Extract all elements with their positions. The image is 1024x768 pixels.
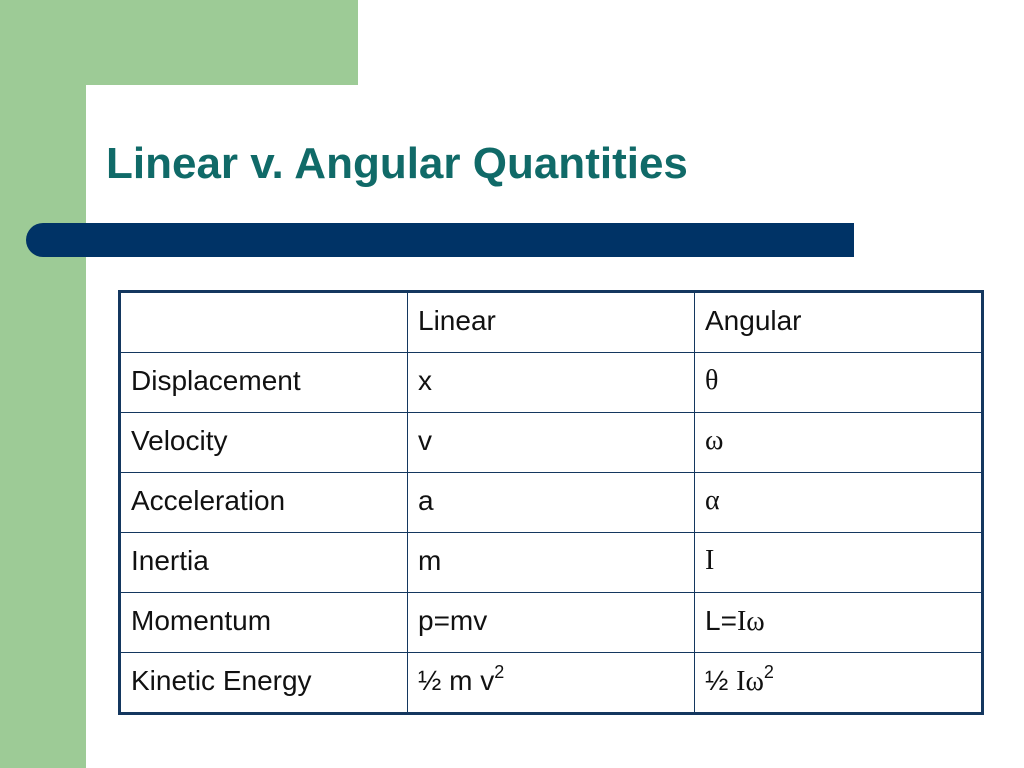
angular-value — [695, 653, 983, 714]
angular-prefix: ½ — [705, 665, 737, 696]
row-label: Kinetic Energy — [120, 653, 408, 714]
table-row — [120, 653, 983, 714]
linear-value — [408, 653, 695, 714]
table-row — [120, 413, 983, 473]
slide-title: Linear v. Angular Quantities — [106, 139, 688, 188]
angular-formula: Iω — [736, 606, 765, 637]
title-underline-bar — [26, 223, 854, 257]
linear-formula: ½ m v — [418, 665, 495, 696]
header-cell-linear: Linear — [408, 292, 695, 353]
angular-value: I — [695, 533, 983, 593]
row-label: Acceleration — [120, 473, 408, 533]
linear-value: p=mv — [408, 593, 695, 653]
angular-prefix: L= — [705, 605, 737, 636]
linear-exponent: 2 — [494, 662, 505, 682]
header-cell-empty — [120, 292, 408, 353]
angular-value: ω — [695, 413, 983, 473]
angular-value — [695, 593, 983, 653]
table-row — [120, 353, 983, 413]
row-label: Velocity — [120, 413, 408, 473]
angular-formula: Iω — [736, 666, 764, 697]
table-row — [120, 473, 983, 533]
linear-value: a — [408, 473, 695, 533]
linear-value: m — [408, 533, 695, 593]
row-label: Inertia — [120, 533, 408, 593]
angular-exponent: 2 — [763, 662, 774, 682]
decorative-green-strip — [0, 0, 86, 768]
table-row — [120, 593, 983, 653]
angular-value: θ — [695, 353, 983, 413]
row-label: Momentum — [120, 593, 408, 653]
row-label: Displacement — [120, 353, 408, 413]
quantities-table — [118, 290, 984, 715]
header-cell-angular: Angular — [695, 292, 983, 353]
angular-value: α — [695, 473, 983, 533]
linear-value: x — [408, 353, 695, 413]
table-header-row — [120, 292, 983, 353]
table-row — [120, 533, 983, 593]
linear-value: v — [408, 413, 695, 473]
